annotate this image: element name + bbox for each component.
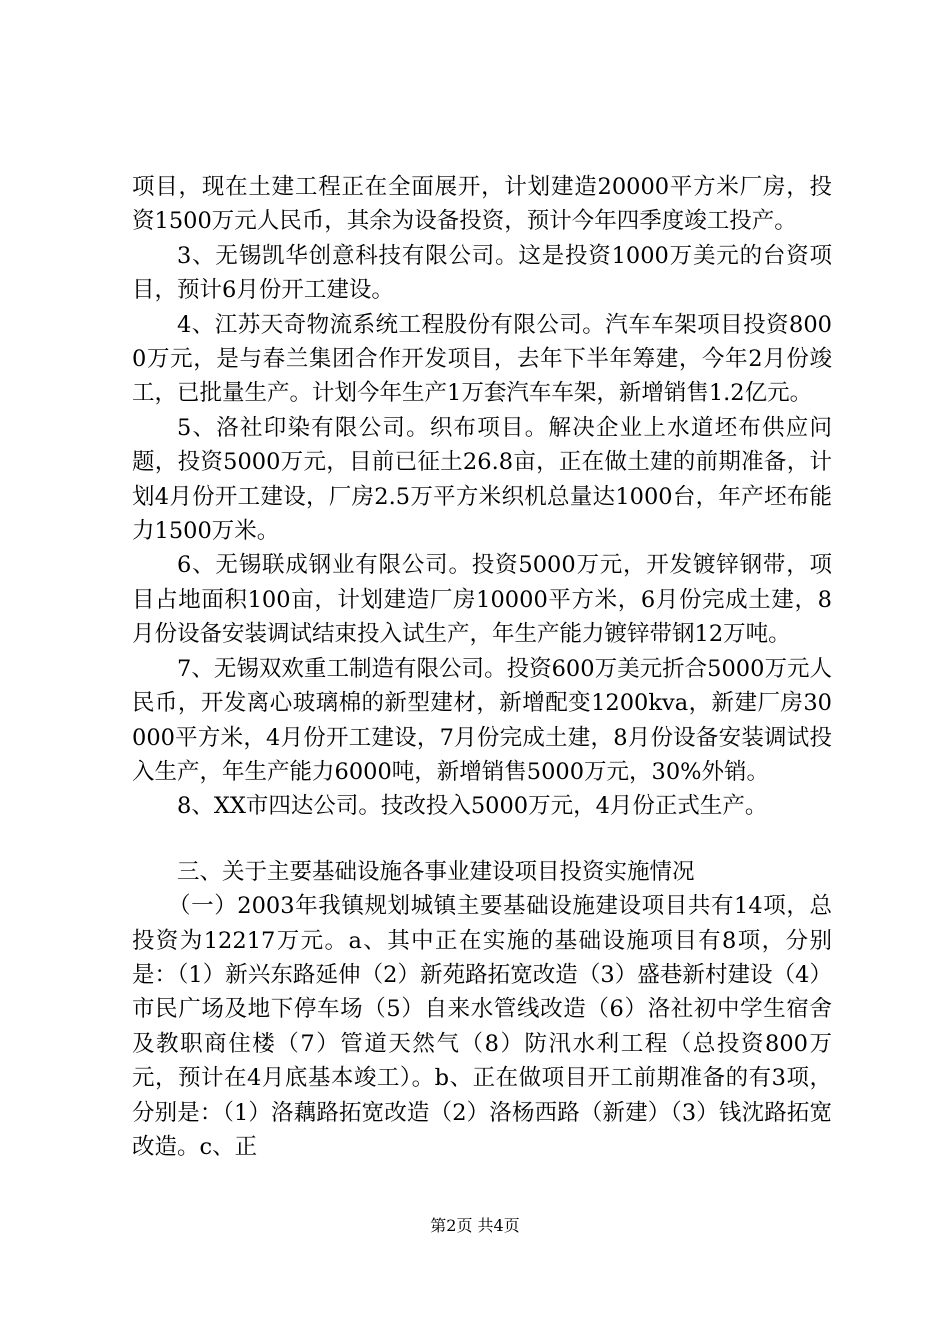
paragraph-item-8: 8、XX市四达公司。技改投入5000万元，4月份正式生产。 (177, 793, 768, 820)
paragraph-item-5: 5、洛社印染有限公司。织布项目。解决企业上水道坯布供应问题，投资5000万元，目前已征土26.8亩，正在做土建的前期准备，计划4月份开工建设，厂房2.5万平方米织机总量达1000台，年产坯布能力1500万米。 (132, 414, 832, 545)
section-heading-3: 三、关于主要基础设施各事业建设项目投资实施情况 (177, 858, 695, 885)
document-body (132, 170, 832, 1164)
paragraph-continuation: 项目，现在土建工程正在全面展开，计划建造20000平方米厂房，投资1500万元人民币，其余为设备投资，预计今年四季度竣工投产。 (132, 174, 832, 235)
paragraph-item-6: 6、无锡联成钢业有限公司。投资5000万元，开发镀锌钢带，项目占地面积100亩，计划建造厂房10000平方米，6月份完成土建，8月份设备安装调试结束投入试生产，年生产能力镀锌带钢12万吨。 (132, 552, 832, 648)
paragraph-subsection-1: （一）2003年我镇规划城镇主要基础设施建设项目共有14项，总投资为12217万元。a、其中正在实施的基础设施项目有8项，分别是：（1）新兴东路延伸（2）新苑路拓宽改造（3）盛巷新村建设（4）市民广场及地下停车场（5）自来水管线改造（6）洛社初中学生宿舍及教职商住楼（7）管道天然气（8）防汛水利工程（总投资800万元，预计在4月底基本竣工）。b、正在做项目开工前期准备的有3项，分别是：（1）洛藕路拓宽改造（2）洛杨西路（新建）（3）钱沈路拓宽改造。c、正 (132, 893, 832, 1160)
page-footer: 第2页 共4页 (430, 1216, 520, 1235)
paragraph-item-4: 4、江苏天奇物流系统工程股份有限公司。汽车车架项目投资8000万元，是与春兰集团合作开发项目，去年下半年筹建，今年2月份竣工，已批量生产。计划今年生产1万套汽车车架，新增销售1.2亿元。 (132, 311, 832, 407)
paragraph-item-3: 3、无锡凯华创意科技有限公司。这是投资1000万美元的台资项目，预计6月份开工建设。 (132, 242, 832, 304)
paragraph-item-7: 7、无锡双欢重工制造有限公司。投资600万美元折合5000万元人民币，开发离心玻璃棉的新型建材，新增配变1200kva，新建厂房30000平方米，4月份开工建设，7月份完成土建，8月份设备安装调试投入生产，年生产能力6000吨，新增销售5000万元，30%外销。 (132, 655, 832, 785)
